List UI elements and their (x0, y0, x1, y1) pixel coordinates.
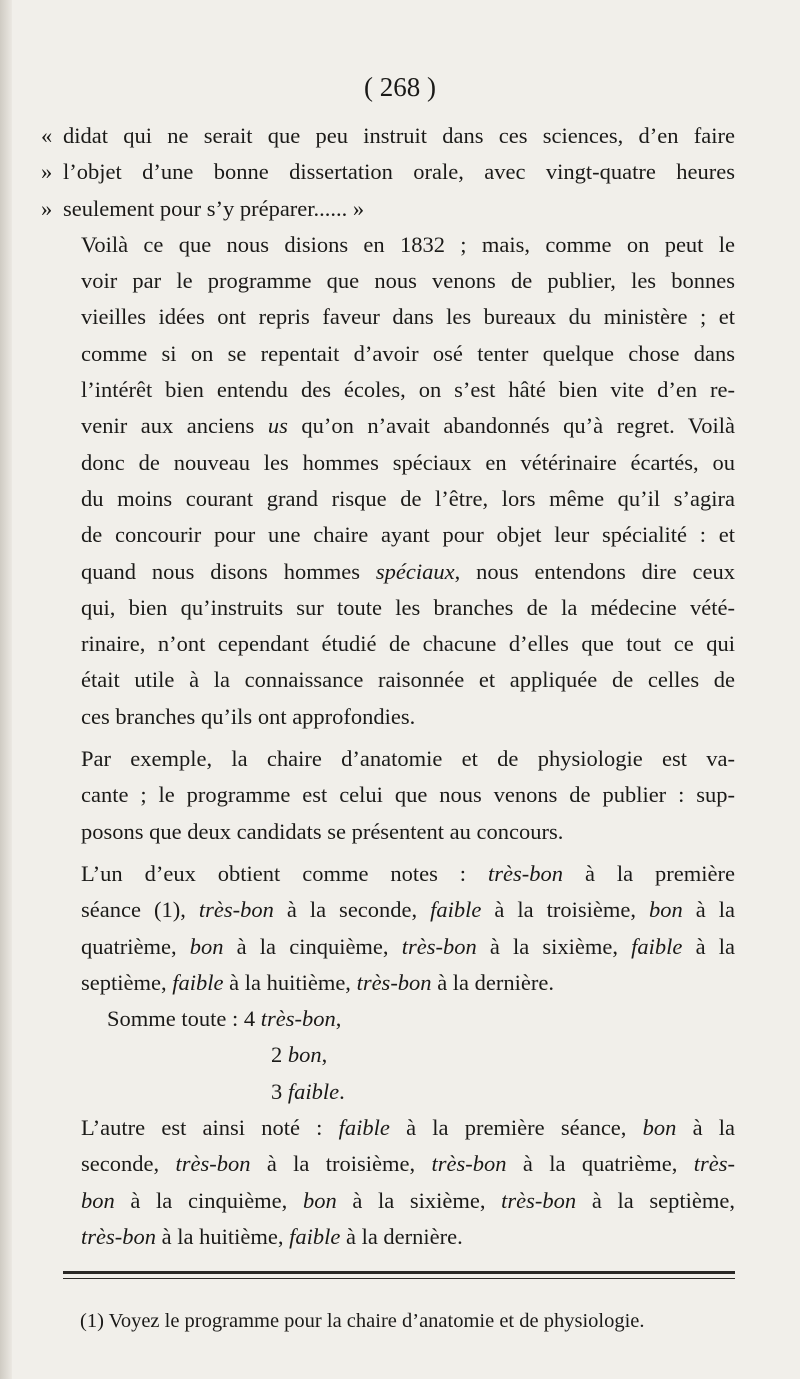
quote-mark: « (41, 123, 53, 148)
text-line: séance (1), très-bon à la seconde, faible à la troisième, bon à la (81, 897, 735, 923)
paragraph-4 (63, 1110, 735, 1255)
text-line: voir par le programme que nous venons de publier, les bonnes (81, 268, 735, 294)
footnote-rule-thin (63, 1278, 735, 1279)
text-line: posons que deux candidats se présentent au concours. (81, 818, 564, 844)
text-line: quatrième, bon à la cinquième, très-bon à la sixième, faible à la (81, 933, 735, 959)
text-line: du moins courant grand risque de l’être, lors même qu’il s’agira (81, 485, 735, 511)
text-line: L’un d’eux obtient comme notes : très-bon à la première (81, 860, 735, 886)
text-line: bon à la cinquième, bon à la sixième, très-bon à la septième, (81, 1187, 735, 1213)
text-line: vieilles idées ont repris faveur dans les bureaux du ministère ; et (81, 304, 735, 330)
text-line: quand nous disons hommes spéciaux, nous entendons dire ceux (81, 558, 735, 584)
paragraph-3 (63, 856, 735, 1001)
text-line: l’intérêt bien entendu des écoles, on s’est hâté bien vite d’en re- (81, 377, 735, 403)
page-number: ( 268 ) (364, 72, 436, 102)
summary-line: 3 faible. (271, 1078, 345, 1104)
paragraph-1 (63, 227, 735, 735)
text-line: cante ; le programme est celui que nous venons de publier : sup- (81, 782, 735, 808)
footnote-rule (63, 1271, 735, 1274)
page-edge-shadow (0, 0, 12, 1379)
text-line: Voilà ce que nous disions en 1832 ; mais, comme on peut le (81, 231, 735, 257)
text-line: ces branches qu’ils ont approfondies. (81, 703, 416, 729)
quote-mark: » (41, 159, 53, 185)
text-line: très-bon à la huitième, faible à la dernière. (81, 1223, 463, 1249)
text-line: « didat qui ne serait que peu instruit dans ces sciences, d’en faire (63, 118, 735, 154)
text-line: seconde, très-bon à la troisième, très-bon à la quatrième, très- (81, 1151, 736, 1177)
text-line: rinaire, n’ont cependant étudié de chacune d’elles que tout ce qui (81, 631, 735, 657)
body-text (41, 118, 736, 1255)
paragraph-2 (63, 741, 735, 850)
text-line: donc de nouveau les hommes spéciaux en vétérinaire écartés, ou (81, 449, 735, 475)
text-line: de concourir pour une chaire ayant pour objet leur spécialité : et (81, 522, 735, 548)
text-line: venir aux anciens us qu’on n’avait abandonnés qu’à regret. Voilà (81, 413, 735, 439)
text-line: » seulement pour s’y préparer...... » (63, 191, 735, 227)
text-line: comme si on se repentait d’avoir osé tenter quelque chose dans (81, 340, 735, 366)
footnote: (1) Voyez le programme pour la chaire d’anatomie et de physiologie. (80, 1310, 645, 1332)
quotation-end (41, 118, 735, 227)
text-line: septième, faible à la huitième, très-bon à la dernière. (81, 969, 554, 995)
summary-line: Somme toute : 4 très-bon, (107, 1006, 342, 1032)
text-line: Par exemple, la chaire d’anatomie et de physiologie est va- (81, 746, 735, 772)
text-line: qui, bien qu’instruits sur toute les branches de la médecine vété- (81, 594, 735, 620)
summary-line: 2 bon, (271, 1042, 328, 1068)
text-line: » l’objet d’une bonne dissertation orale, avec vingt-quatre heures (63, 154, 735, 190)
quote-mark: » (41, 195, 53, 221)
summary-list (63, 1001, 735, 1110)
text-line: était utile à la connaissance raisonnée et appliquée de celles de (81, 667, 735, 693)
text-line: L’autre est ainsi noté : faible à la première séance, bon à la (81, 1115, 735, 1141)
